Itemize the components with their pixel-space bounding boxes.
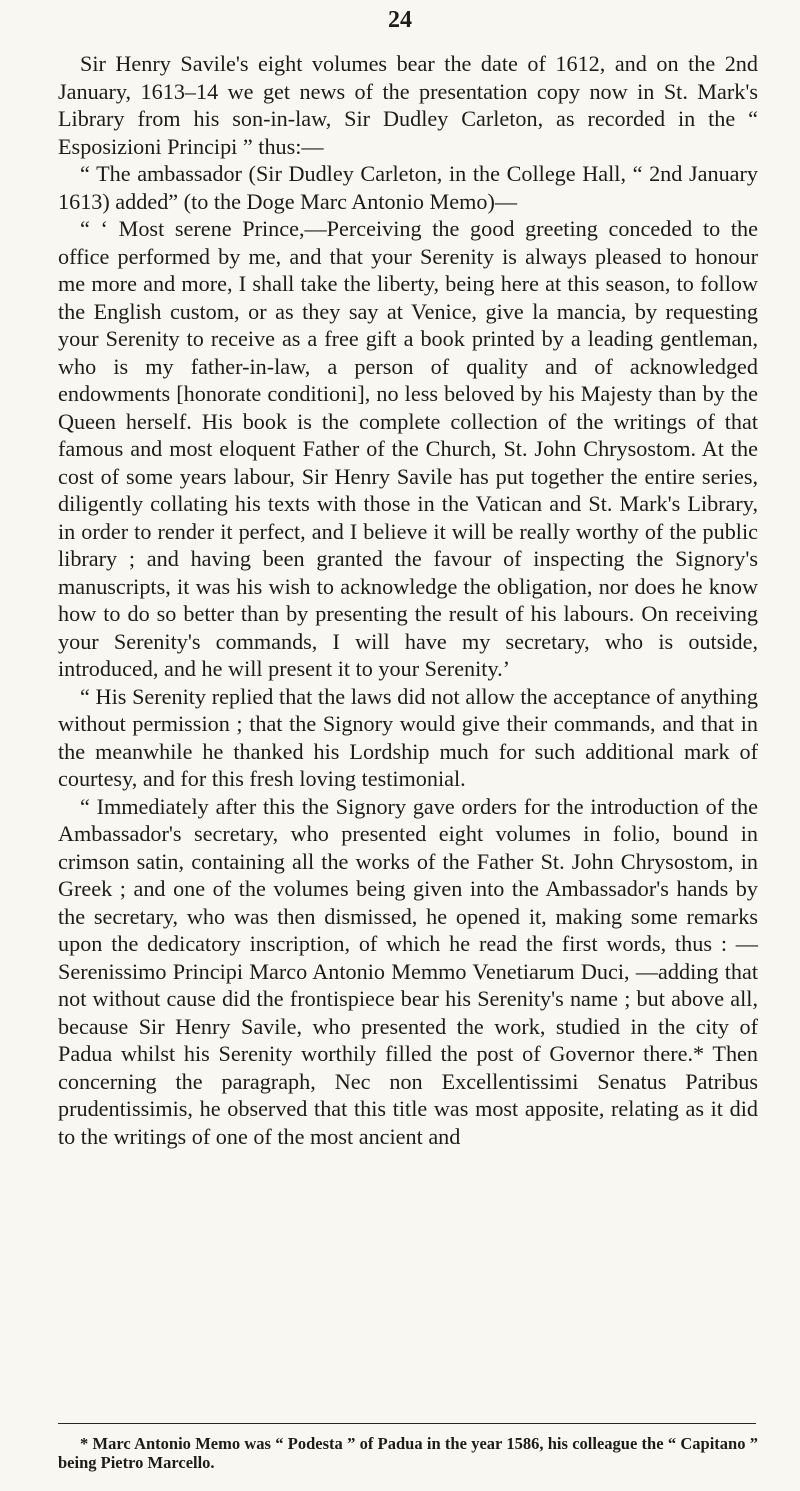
paragraph-ambassador-added: “ The ambassador (Sir Dudley Carleton, in the College Hall, “ 2nd January 1613) added” (to the Doge Marc Antonio Memo)— (58, 161, 758, 214)
footnote-text: * Marc Antonio Memo was “ Podesta ” of Padua in the year 1586, his colleague the “ Capitano ” being Pietro Marcello. (58, 1434, 758, 1472)
footnote (58, 1434, 758, 1472)
body-text (58, 50, 758, 1150)
paragraph-presentation: “ Immediately after this the Signory gave orders for the introduction of the Ambassador's secretary, who presented eight volumes in folio, bound in crimson satin, containing all the works of the Father St. John Chrysostom, in Greek ; and one of the volumes being given into the Ambassador's hands by the secretary, who was then dismissed, he opened it, making some remarks upon the dedicatory inscription, of which he read the first words, thus : —Serenissimo Principi Marco Antonio Memmo Venetiarum Duci, —adding that not without cause did the frontispiece bear his Serenity's name ; but above all, because Sir Henry Savile, who presented the work, studied in the city of Padua whilst his Serenity worthily filled the post of Governor there.* Then concerning the paragraph, Nec non Excellentissimi Senatus Patribus prudentissimis, he observed that this title was most apposite, relating as it did to the writings of one of the most ancient and (58, 793, 758, 1149)
footnote-rule (58, 1423, 756, 1424)
paragraph-intro: Sir Henry Savile's eight volumes bear the date of 1612, and on the 2nd January, 1613–14 we get news of the presentation copy now in St. Mark's Library from his son-in-law, Sir Dudley Carleton, as recorded in the “ Esposizioni Principi ” thus:— (58, 51, 758, 159)
page-number: 24 (388, 7, 412, 33)
paragraph-serenity-reply: “ His Serenity replied that the laws did not allow the acceptance of anything without permission ; that the Signory would give their commands, and that in the meanwhile he thanked his Lordship much for such additional mark of courtesy, and for this fresh loving testimonial. (58, 683, 758, 791)
paragraph-ambassador-speech: “ ‘ Most serene Prince,—Perceiving the good greeting conceded to the office performed by me, and that your Serenity is always pleased to honour me more and more, I shall take the liberty, being here at this season, to follow the English custom, or as they say at Venice, give la mancia, by requesting your Serenity to receive as a free gift a book printed by a leading gentleman, who is my father-in-law, a person of quality and of acknowledged endowments [honorate conditioni], no less beloved by his Majesty than by the Queen herself. His book is the complete collection of the writings of that famous and most eloquent Father of the Church, St. John Chrysostom. At the cost of some years labour, Sir Henry Savile has put together the entire series, diligently collating his texts with those in the Vatican and St. Mark's Library, in order to render it perfect, and I believe it will be really worthy of the public library ; and having been granted the favour of inspecting the Signory's manuscripts, it was his wish to acknowledge the obligation, nor does he know how to do so better than by presenting the result of his labours. On receiving your Serenity's commands, I will have my secretary, who is outside, introduced, and he will present it to your Serenity.’ (58, 216, 758, 681)
